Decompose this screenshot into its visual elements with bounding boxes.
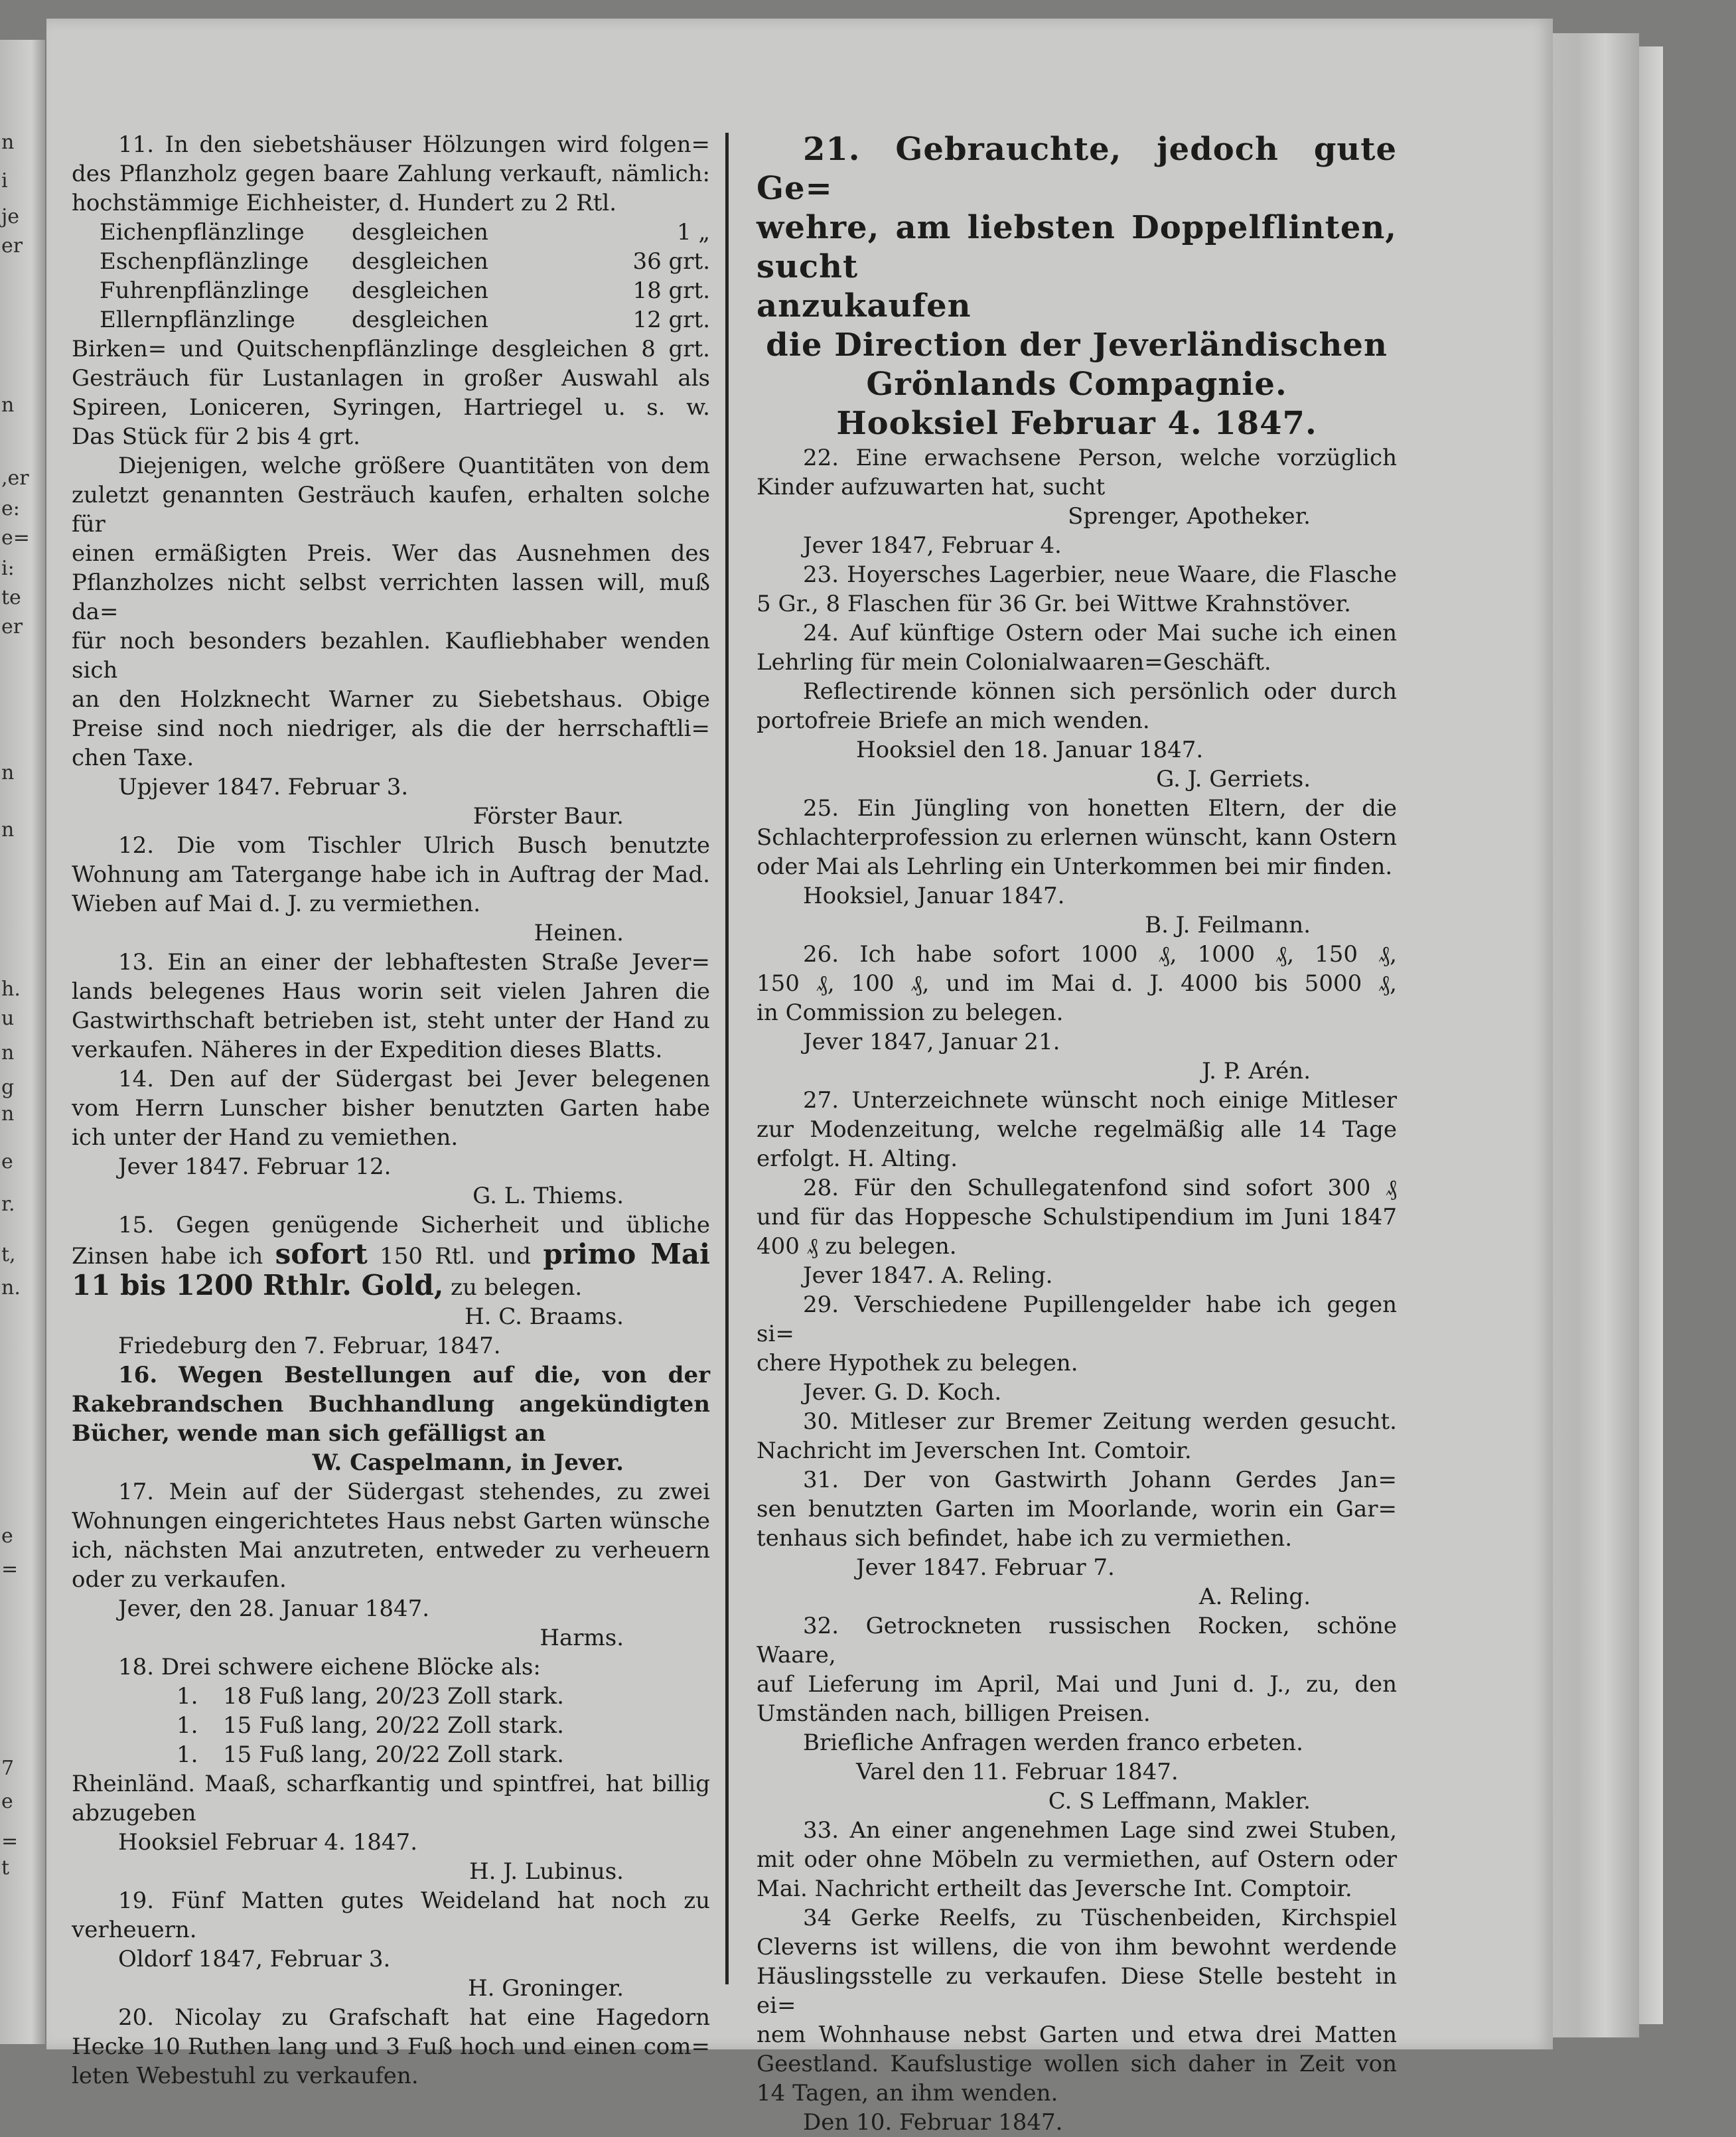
text-line: 22. Eine erwachsene Person, welche vorzüglich (803, 445, 1397, 471)
text-run: Fuhrenpflänzlinge (100, 277, 309, 304)
text-line: 21. Gebrauchte, jedoch gute Ge= (757, 131, 1397, 207)
text-run: 1 „ (676, 219, 710, 246)
text-line: 12. Die vom Tischler Ulrich Busch benutzte (118, 832, 710, 859)
text-line (72, 305, 710, 334)
text-line: Gastwirthschaft betrieben ist, steht unter der Hand zu (72, 1007, 710, 1034)
text-line (72, 247, 710, 276)
text-run: 1. (177, 1683, 198, 1710)
text-line (72, 218, 710, 247)
text-line (72, 276, 710, 305)
text-line: Spireen, Loniceren, Syringen, Hartriegel u. s. w. (72, 394, 710, 421)
text-line: Nachricht im Jeverschen Int. Comtoir. (757, 1437, 1192, 1464)
text-line: Das Stück für 2 bis 4 grt. (72, 423, 360, 450)
text-run: 15 Fuß lang, 20/22 Zoll stark. (223, 1712, 564, 1739)
text-run: zu belegen. (443, 1274, 583, 1301)
text-line: 23. Hoyersches Lagerbier, neue Waare, die Flasche (803, 561, 1397, 588)
text-line: die Direction der Jeverländischen (766, 327, 1388, 364)
text-line: einen ermäßigten Preis. Wer das Ausnehmen des (72, 540, 710, 567)
margin-fragment: er (1, 615, 23, 638)
text-run: 36 grt. (632, 248, 710, 275)
text-run: 18 Fuß lang, 20/23 Zoll stark. (223, 1683, 564, 1710)
text-line: H. J. Lubinus. (469, 1858, 624, 1885)
previous-page-edge (0, 40, 45, 2044)
text-line: nem Wohnhause nebst Garten und etwa drei Matten (757, 2022, 1397, 2048)
text-line: Sprenger, Apotheker. (1068, 503, 1311, 530)
text-line: Förster Baur. (472, 803, 624, 830)
text-run: desgleichen (352, 277, 488, 304)
text-line: W. Caspelmann, in Jever. (312, 1449, 624, 1476)
column-divider (725, 133, 729, 1984)
text-line: Gesträuch für Lustanlagen in großer Auswahl als (72, 365, 710, 392)
text-line: auf Lieferung im April, Mai und Juni d. J., zu, den (757, 1671, 1397, 1698)
text-line: 17. Mein auf der Südergast stehendes, zu zwei (118, 1479, 710, 1505)
text-line: 20. Nicolay zu Grafschaft hat eine Hagedorn (118, 2004, 710, 2031)
margin-fragment: i: (1, 557, 15, 580)
text-line: Hooksiel Februar 4. 1847. (118, 1829, 417, 1856)
text-line: Briefliche Anfragen werden franco erbeten. (803, 1730, 1303, 1756)
text-line: Jever 1847, Februar 4. (803, 532, 1062, 559)
text-line: mit oder ohne Möbeln zu vermiethen, auf Ostern oder (757, 1846, 1397, 1873)
text-line: Jever, den 28. Januar 1847. (118, 1595, 430, 1622)
text-line: 33. An einer angenehmen Lage sind zwei Stuben, (803, 1817, 1397, 1844)
text-line: Grönlands Compagnie. (866, 366, 1287, 403)
margin-fragment: je (1, 205, 20, 228)
text-run: desgleichen (352, 219, 488, 246)
text-line: Hecke 10 Ruthen lang und 3 Fuß hoch und einen com= (72, 2033, 710, 2060)
text-line: des Pflanzholz gegen baare Zahlung verkauft, nämlich: (72, 161, 710, 187)
text-line: G. J. Gerriets. (1156, 766, 1311, 792)
text-line: sen benutzten Garten im Moorlande, worin ein Gar= (757, 1496, 1397, 1522)
margin-fragment: g (1, 1076, 15, 1099)
text-line: H. Groninger. (467, 1975, 624, 2002)
margin-fragment: n (1, 131, 15, 154)
text-line: chen Taxe. (72, 745, 194, 771)
text-line: 150 ₰, 100 ₰, und im Mai d. J. 4000 bis 5000 ₰, (757, 970, 1397, 997)
text-line: 15. Gegen genügende Sicherheit und übliche (118, 1212, 710, 1238)
text-line: 26. Ich habe sofort 1000 ₰, 1000 ₰, 150 ₰, (803, 941, 1397, 968)
text-line: verkaufen. Näheres in der Expedition dieses Blatts. (72, 1037, 663, 1063)
text-line: 24. Auf künftige Ostern oder Mai suche ich einen (803, 620, 1397, 646)
margin-fragment: n (1, 394, 15, 417)
text-line: leten Webestuhl zu verkaufen. (72, 2063, 419, 2089)
text-run: 12 grt. (632, 307, 710, 333)
text-line: Umständen nach, billigen Preisen. (757, 1700, 1151, 1727)
margin-fragment: e= (1, 526, 30, 550)
text-line: ich, nächsten Mai anzutreten, entweder zu verheuern (72, 1537, 710, 1564)
text-line: 27. Unterzeichnete wünscht noch einige Mitleser (803, 1087, 1397, 1114)
text-run: 11 bis 1200 Rthlr. Gold, (72, 1269, 444, 1301)
margin-fragment: = (1, 1830, 19, 1853)
text-line: an den Holzknecht Warner zu Siebetshaus. Obige (72, 686, 710, 713)
margin-fragment: n (1, 1102, 15, 1126)
text-line: 25. Ein Jüngling von honetten Eltern, der die (803, 795, 1397, 822)
text-line: Diejenigen, welche größere Quantitäten von dem (118, 453, 710, 479)
margin-fragment: r. (1, 1193, 15, 1216)
text-line: 14. Den auf der Südergast bei Jever belegenen (118, 1066, 710, 1092)
text-line: anzukaufen (757, 287, 972, 325)
margin-fragment: e (1, 1150, 13, 1173)
text-line: Varel den 11. Februar 1847. (856, 1759, 1179, 1785)
margin-fragment: n (1, 1041, 15, 1065)
text-line: und für das Hoppesche Schulstipendium im Juni 1847 (757, 1204, 1397, 1230)
text-line: oder zu verkaufen. (72, 1566, 287, 1593)
text-run: Eschenpflänzlinge (100, 248, 309, 275)
text-line (72, 1682, 710, 1711)
text-line: Bücher, wende man sich gefälligst an (72, 1420, 546, 1447)
text-line: Wieben auf Mai d. J. zu vermiethen. (72, 891, 481, 917)
margin-fragment: n (1, 761, 15, 784)
text-line: Cleverns ist willens, die von ihm bewohnt werdende (757, 1934, 1397, 1960)
text-line: Jever. G. D. Koch. (803, 1379, 1002, 1406)
text-run: 1. (177, 1712, 198, 1739)
margin-fragment: n. (1, 1276, 21, 1299)
text-line: 5 Gr., 8 Flaschen für 36 Gr. bei Wittwe Krahnstöver. (757, 591, 1351, 617)
text-run: primo Mai (543, 1238, 710, 1270)
text-line: in Commission zu belegen. (757, 999, 1064, 1026)
text-line: Hooksiel, Januar 1847. (803, 883, 1065, 909)
text-line: hochstämmige Eichheister, d. Hundert zu 2 Rtl. (72, 190, 617, 216)
text-line: Wohnungen eingerichtetes Haus nebst Garten wünsche (72, 1508, 710, 1534)
margin-fragment: u (1, 1007, 15, 1030)
text-line (72, 1740, 710, 1769)
text-line: Jever 1847. Februar 7. (856, 1554, 1115, 1581)
text-line: 16. Wegen Bestellungen auf die, von der (118, 1362, 710, 1388)
text-line: A. Reling. (1198, 1584, 1311, 1610)
margin-fragment: = (1, 1558, 19, 1581)
text-line: 11. In den siebetshäuser Hölzungen wird folgen= (118, 131, 710, 158)
margin-fragment: te (1, 586, 21, 609)
text-line: Geestland. Kaufslustige wollen sich daher in Zeit von (757, 2051, 1397, 2077)
text-line: Den 10. Februar 1847. (803, 2109, 1063, 2136)
margin-fragment: i (1, 169, 8, 192)
text-line: 18. Drei schwere eichene Blöcke als: (118, 1654, 541, 1680)
text-line: Rheinländ. Maaß, scharfkantig und spintfrei, hat billig (72, 1771, 710, 1797)
text-run: 150 Rtl. und (367, 1243, 543, 1270)
text-run: 1. (177, 1741, 198, 1768)
text-line: 14 Tagen, an ihm wenden. (757, 2080, 1058, 2106)
margin-fragment: 7 (1, 1757, 15, 1780)
text-line: erfolgt. H. Alting. (757, 1145, 958, 1172)
text-line: G. L. Thiems. (472, 1183, 624, 1209)
text-line: vom Herrn Lunscher bisher benutzten Garten habe (72, 1095, 710, 1122)
text-line: 30. Mitleser zur Bremer Zeitung werden gesucht. (803, 1408, 1397, 1435)
text-line: Lehrling für mein Colonialwaaren=Geschäft. (757, 649, 1271, 676)
text-line: Rakebrandschen Buchhandlung angekündigten (72, 1391, 710, 1418)
text-line: ich unter der Hand zu vemiethen. (72, 1124, 459, 1151)
text-line: J. P. Arén. (1202, 1058, 1311, 1084)
text-line: Friedeburg den 7. Februar, 1847. (118, 1333, 501, 1359)
text-line: Preise sind noch niedriger, als die der herrschaftli= (72, 715, 710, 742)
text-line: chere Hypothek zu belegen. (757, 1350, 1078, 1376)
margin-fragment: er (1, 234, 23, 258)
left-column (72, 130, 710, 2091)
text-line: abzugeben (72, 1800, 196, 1826)
text-line: Mai. Nachricht ertheilt das Jeversche Int. Comptoir. (757, 1876, 1352, 1902)
text-line: Hooksiel den 18. Januar 1847. (856, 737, 1204, 763)
text-line: Schlachterprofession zu erlernen wünscht, kann Ostern (757, 824, 1397, 851)
text-line: Pflanzholzes nicht selbst verrichten lassen will, muß da= (72, 569, 710, 625)
text-line: Oldorf 1847, Februar 3. (118, 1946, 391, 1972)
text-run: 15 Fuß lang, 20/22 Zoll stark. (223, 1741, 564, 1768)
margin-fragment: t, (1, 1243, 16, 1266)
text-line: 29. Verschiedene Pupillengelder habe ich gegen si= (757, 1291, 1397, 1347)
text-line: zur Modenzeitung, welche regelmäßig alle 14 Tage (757, 1116, 1397, 1143)
text-line: Birken= und Quitschenpflänzlinge desgleichen 8 grt. (72, 336, 710, 362)
margin-fragment: ,er (1, 467, 29, 490)
margin-fragment: e (1, 1524, 13, 1548)
text-line: Kinder aufzuwarten hat, sucht (757, 474, 1106, 500)
text-line: tenhaus sich befindet, habe ich zu vermiethen. (757, 1525, 1293, 1552)
text-line: 400 ₰ zu belegen. (757, 1233, 957, 1260)
text-line: Jever 1847. A. Reling. (803, 1262, 1053, 1289)
text-line: Hooksiel Februar 4. 1847. (836, 405, 1317, 442)
text-line: 13. Ein an einer der lebhaftesten Straße Jever= (118, 949, 710, 976)
text-run: Eichenpflänzlinge (100, 219, 305, 246)
text-line: C. S Leffmann, Makler. (1048, 1788, 1311, 1814)
text-line: wehre, am liebsten Doppelflinten, sucht (757, 209, 1397, 285)
text-run: desgleichen (352, 307, 488, 333)
book-cover-edge (1639, 46, 1663, 2024)
margin-fragment: h. (1, 978, 21, 1001)
text-line: Harms. (540, 1625, 624, 1651)
text-line: Jever 1847. Februar 12. (118, 1153, 392, 1180)
text-line: zuletzt genannten Gesträuch kaufen, erhalten solche für (72, 482, 710, 538)
text-line: Heinen. (534, 920, 624, 946)
text-line: Jever 1847, Januar 21. (803, 1029, 1060, 1055)
margin-fragment: t (1, 1856, 10, 1879)
text-line: Wohnung am Tatergange habe ich in Auftrag der Mad. (72, 861, 710, 888)
text-line: 34 Gerke Reelfs, zu Tüschenbeiden, Kirchspiel (803, 1905, 1397, 1931)
text-run: Ellernpflänzlinge (100, 307, 295, 333)
text-line: B. J. Feilmann. (1145, 912, 1311, 938)
text-line: Häuslingsstelle zu verkaufen. Diese Stelle besteht in ei= (757, 1963, 1397, 2019)
text-line: Reflectirende können sich persönlich oder durch (803, 678, 1397, 705)
text-run: desgleichen (352, 248, 488, 275)
text-line: 32. Getrockneten russischen Rocken, schöne Waare, (757, 1613, 1397, 1668)
margin-fragment: e (1, 1790, 13, 1813)
text-run: sofort (275, 1238, 368, 1270)
text-line: verheuern. (72, 1917, 197, 1943)
text-line: 19. Fünf Matten gutes Weideland hat noch zu (118, 1887, 710, 1914)
text-line: portofreie Briefe an mich wenden. (757, 707, 1150, 734)
text-line: 28. Für den Schullegatenfond sind sofort 300 ₰ (803, 1175, 1397, 1201)
text-line: für noch besonders bezahlen. Kaufliebhaber wenden sich (72, 628, 710, 684)
text-line: lands belegenes Haus worin seit vielen Jahren die (72, 978, 710, 1005)
text-line: Upjever 1847. Februar 3. (118, 774, 409, 800)
text-line (72, 1240, 710, 1271)
text-line: 31. Der von Gastwirth Johann Gerdes Jan= (803, 1467, 1397, 1493)
text-run: 18 grt. (632, 277, 710, 304)
text-line: oder Mai als Lehrling ein Unterkommen bei mir finden. (757, 853, 1393, 880)
text-line (72, 1271, 710, 1302)
text-line: H. C. Braams. (465, 1303, 624, 1330)
margin-fragment: e: (1, 497, 20, 520)
right-column (757, 130, 1397, 2137)
text-run: Zinsen habe ich (72, 1243, 275, 1270)
text-line (72, 1711, 710, 1740)
margin-fragment: n (1, 818, 15, 842)
